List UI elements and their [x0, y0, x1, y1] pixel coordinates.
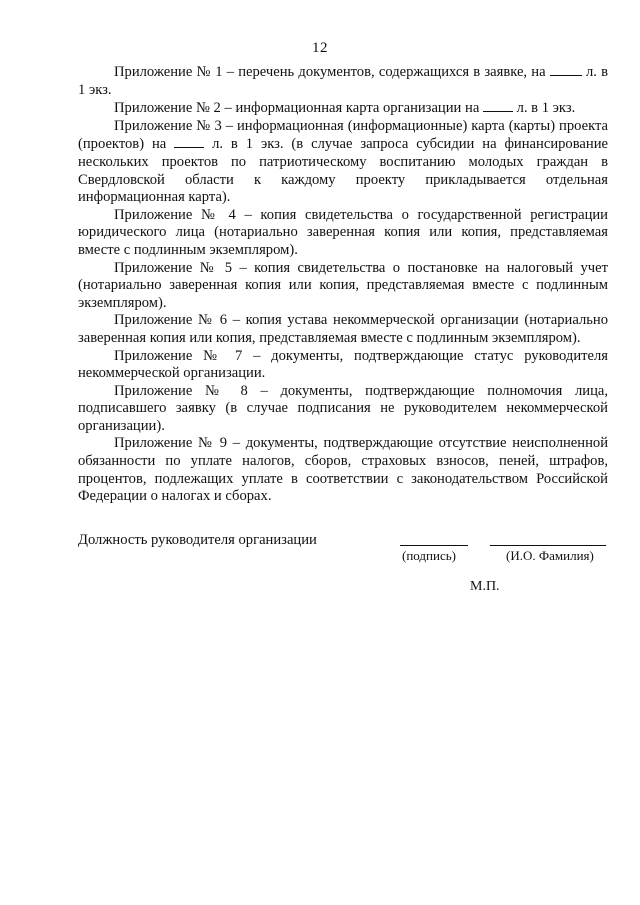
appendix-list [78, 63, 608, 506]
appendix-3-text-after: л. в 1 экз. (в случае запроса субсидии на финансирование нескольких проектов по патриотическому воспитанию молодых граждан в Свердловской области к каждому проекту прикладывается отдельная информационная карта). [78, 136, 608, 206]
position-label: Должность руководителя организации [78, 532, 317, 548]
appendix-1-text-after: л. в 1 экз. [78, 64, 608, 98]
appendix-3 [78, 118, 608, 207]
stamp-place-label: М.П. [470, 579, 500, 594]
appendix-7: Приложение № 7 – документы, подтверждающие статус руководителя некоммерческой организации. [78, 347, 608, 382]
appendix-2-text-before: Приложение № 2 – информационная карта организации на [114, 100, 483, 117]
appendix-3-text-before: Приложение № 3 – информационная (информационные) карта (карты) проекта (проектов) на [78, 117, 608, 153]
page-number: 12 [312, 40, 328, 56]
appendix-2-text-after: л. в 1 экз. [512, 100, 576, 117]
signature-caption: (подпись) [402, 548, 456, 563]
appendix-6: Приложение № 6 – копия устава некоммерческой организации (нотариально заверенная копия или копия, представляемая вместе с подлинным экземпляром). [78, 312, 608, 346]
appendix-1-text-before: Приложение № 1 – перечень документов, содержащихся в заявке, на [114, 64, 550, 80]
appendix-9: Приложение № 9 – документы, подтверждающие отсутствие неисполненной обязанности по уплате налогов, сборов, страховых взносов, пеней, штрафов, процентов, подлежащих уплате в соответствии с законодательством Российской Федерации о налогах и сборах. [78, 435, 608, 505]
appendix-4: Приложение № 4 – копия свидетельства о государственной регистрации юридического лица (нотариально заверенная копия или копия, представляемая вместе с подлинным экземпляром). [78, 206, 608, 258]
pages-blank [483, 99, 513, 112]
appendix-2 [78, 99, 608, 118]
pages-blank [174, 135, 204, 148]
name-caption: (И.О. Фамилия) [506, 548, 594, 563]
appendix-1 [78, 63, 608, 99]
pages-blank [550, 63, 582, 76]
signature-line [400, 545, 468, 546]
name-line [490, 545, 606, 546]
signature-block [78, 532, 608, 612]
appendix-5: Приложение № 5 – копия свидетельства о постановке на налоговый учет (нотариально заверенная копия или копия, представляемая вместе с подлинным экземпляром). [78, 259, 608, 311]
appendix-8: Приложение № 8 – документы, подтверждающие полномочия лица, подписавшего заявку (в случае подписания не руководителем некоммерческой организации). [78, 382, 608, 434]
